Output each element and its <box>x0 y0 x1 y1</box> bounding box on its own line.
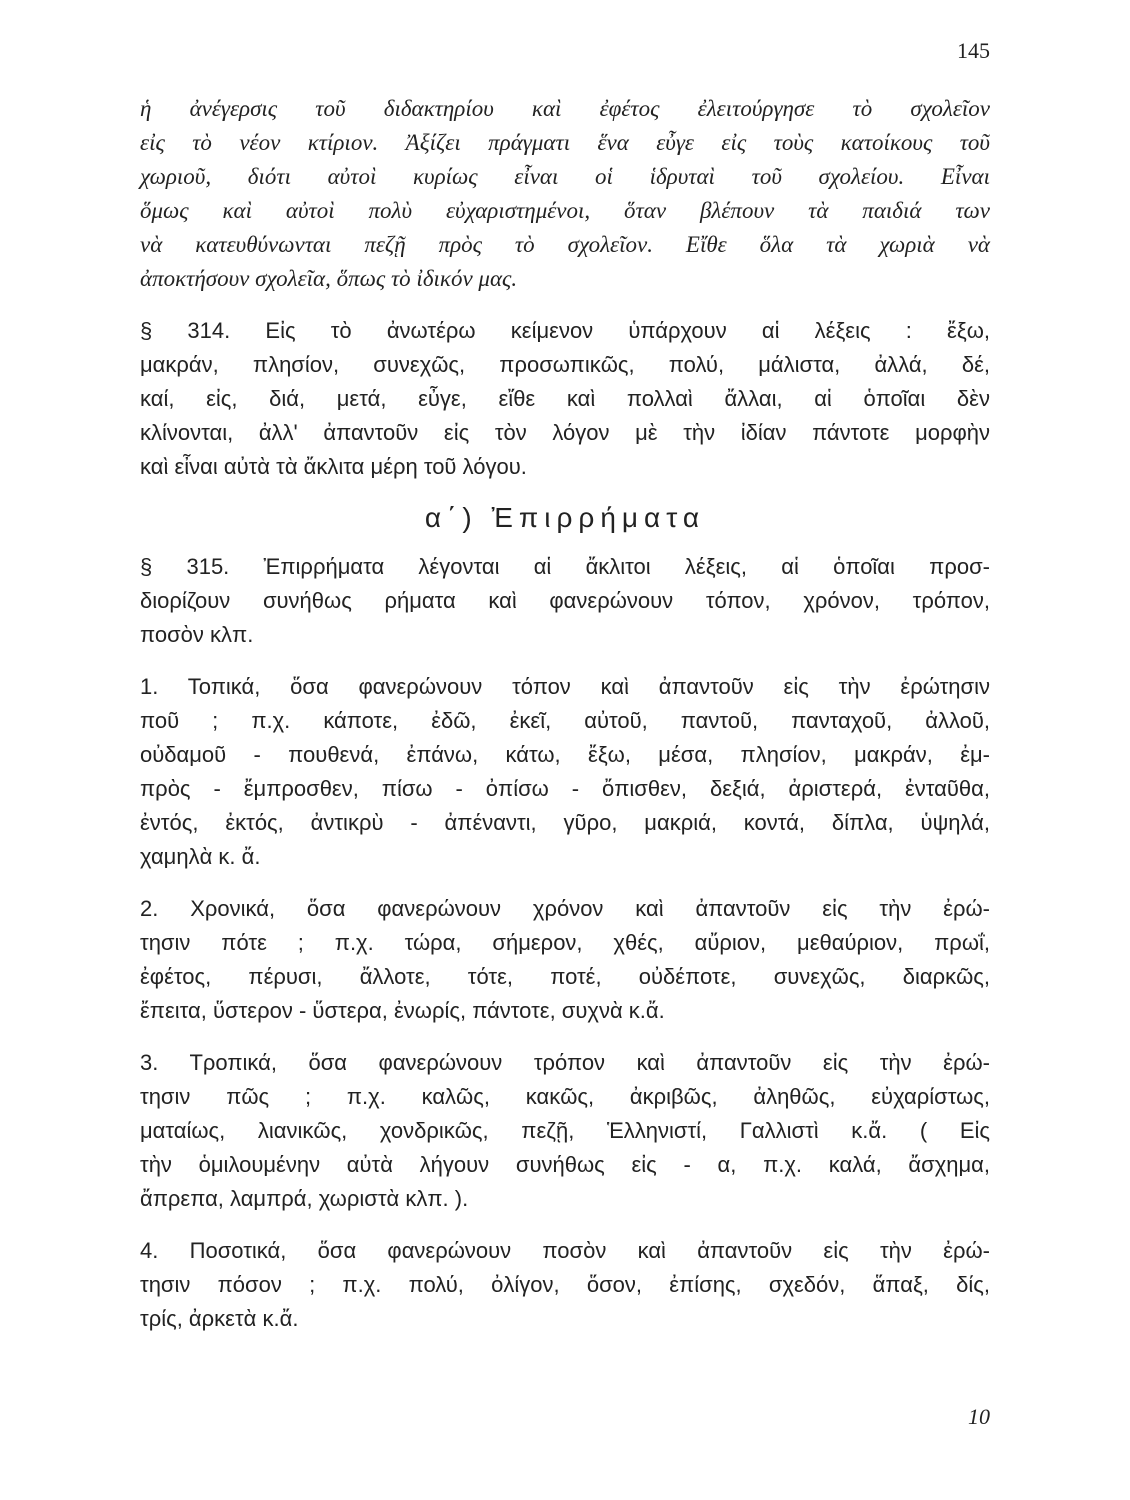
section-314 <box>140 314 990 484</box>
text-line: καὶ εἶναι αὐτὰ τὰ ἄκλιτα μέρη τοῦ λόγου. <box>140 454 527 479</box>
text-line: § 315. Ἐπιρρήματα λέγονται αἱ ἄκλιτοι λέξεις, αἱ ὁποῖαι προσ- <box>140 554 990 579</box>
text-line: τὴν ὁμιλουμένην αὐτὰ λήγουν συνήθως εἰς - α, π.χ. καλά, ἄσχημα, <box>140 1152 990 1177</box>
text-line: καί, εἰς, διά, μετά, εὖγε, εἴθε καὶ πολλαὶ ἄλλαι, αἱ ὁποῖαι δὲν <box>140 386 990 411</box>
section-315 <box>140 550 990 652</box>
intro-paragraph <box>140 92 990 296</box>
text-line: εἰς τὸ νέον κτίριον. Ἀξίζει πράγματι ἕνα εὖγε εἰς τοὺς κατοίκους τοῦ <box>140 130 990 155</box>
page-number: 145 <box>957 38 990 63</box>
text-line: ὅμως καὶ αὐτοὶ πολὺ εὐχαριστημένοι, ὅταν βλέπουν τὰ παιδιά των <box>140 198 990 223</box>
signature-number: 10 <box>968 1404 990 1429</box>
text-line: ποσὸν κλπ. <box>140 622 254 647</box>
text-line: ἐφέτος, πέρυσι, ἄλλοτε, τότε, ποτέ, οὐδέποτε, συνεχῶς, διαρκῶς, <box>140 964 990 989</box>
text-line: ἔπειτα, ὕστερον - ὕστερα, ἐνωρίς, πάντοτε, συχνὰ κ.ἄ. <box>140 998 665 1023</box>
text-line: χαμηλὰ κ. ἄ. <box>140 844 261 869</box>
section-heading: α΄) Ἐπιρρήματα <box>424 502 706 533</box>
text-line: κλίνονται, ἀλλ' ἀπαντοῦν εἰς τὸν λόγον μὲ τὴν ἰδίαν πάντοτε μορφὴν <box>140 420 990 445</box>
text-line: χωριοῦ, διότι αὐτοὶ κυρίως εἶναι οἱ ἱδρυταὶ τοῦ σχολείου. Εἶναι <box>140 164 990 189</box>
text-line: τησιν πόσον ; π.χ. πολύ, ὀλίγον, ὅσον, ἐπίσης, σχεδόν, ἅπαξ, δίς, <box>140 1272 990 1297</box>
page-content <box>140 92 990 1354</box>
text-line: διορίζουν συνήθως ρήματα καὶ φανερώνουν τόπον, χρόνον, τρόπον, <box>140 588 990 613</box>
text-line: τρίς, ἀρκετὰ κ.ἄ. <box>140 1306 299 1331</box>
item-tropika <box>140 1046 990 1216</box>
text-line: νὰ κατευθύνωνται πεζῇ πρὸς τὸ σχολεῖον. Εἴθε ὅλα τὰ χωριὰ νὰ <box>140 232 990 257</box>
text-line: 1. Τοπικά, ὅσα φανερώνουν τόπον καὶ ἀπαντοῦν εἰς τὴν ἐρώτησιν <box>140 674 990 699</box>
text-line: § 314. Εἰς τὸ ἀνωτέρω κείμενον ὑπάρχουν αἱ λέξεις : ἔξω, <box>140 318 990 343</box>
text-line: 2. Χρονικά, ὅσα φανερώνουν χρόνον καὶ ἀπαντοῦν εἰς τὴν ἐρώ- <box>140 896 990 921</box>
text-line: 3. Τροπικά, ὅσα φανερώνουν τρόπον καὶ ἀπαντοῦν εἰς τὴν ἐρώ- <box>140 1050 990 1075</box>
text-line: τησιν πότε ; π.χ. τώρα, σήμερον, χθές, αὔριον, μεθαύριον, πρωΐ, <box>140 930 990 955</box>
text-line: ματαίως, λιανικῶς, χονδρικῶς, πεζῇ, Ἑλληνιστί, Γαλλιστὶ κ.ἄ. ( Εἰς <box>140 1118 990 1143</box>
text-line: μακράν, πλησίον, συνεχῶς, προσωπικῶς, πολύ, μάλιστα, ἀλλά, δέ, <box>140 352 990 377</box>
item-topika <box>140 670 990 874</box>
text-line: 4. Ποσοτικά, ὅσα φανερώνουν ποσὸν καὶ ἀπαντοῦν εἰς τὴν ἐρώ- <box>140 1238 990 1263</box>
text-line: οὐδαμοῦ - πουθενά, ἐπάνω, κάτω, ἔξω, μέσα, πλησίον, μακράν, ἐμ- <box>140 742 990 767</box>
text-line: ἡ ἀνέγερσις τοῦ διδακτηρίου καὶ ἐφέτος ἐλειτούργησε τὸ σχολεῖον <box>140 96 990 121</box>
text-line: τησιν πῶς ; π.χ. καλῶς, κακῶς, ἀκριβῶς, ἀληθῶς, εὐχαρίστως, <box>140 1084 990 1109</box>
item-chronika <box>140 892 990 1028</box>
text-line: ἄπρεπα, λαμπρά, χωριστὰ κλπ. ). <box>140 1186 469 1211</box>
item-posotika <box>140 1234 990 1336</box>
text-line: ἐντός, ἐκτός, ἀντικρὺ - ἀπέναντι, γῦρο, μακριά, κοντά, δίπλα, ὑψηλά, <box>140 810 990 835</box>
text-line: ἀποκτήσουν σχολεῖα, ὅπως τὸ ἰδικόν μας. <box>140 266 518 291</box>
text-line: ποῦ ; π.χ. κάποτε, ἐδῶ, ἐκεῖ, αὐτοῦ, παντοῦ, πανταχοῦ, ἀλλοῦ, <box>140 708 990 733</box>
text-line: πρὸς - ἔμπροσθεν, πίσω - ὀπίσω - ὄπισθεν, δεξιά, ἀριστερά, ἐνταῦθα, <box>140 776 990 801</box>
